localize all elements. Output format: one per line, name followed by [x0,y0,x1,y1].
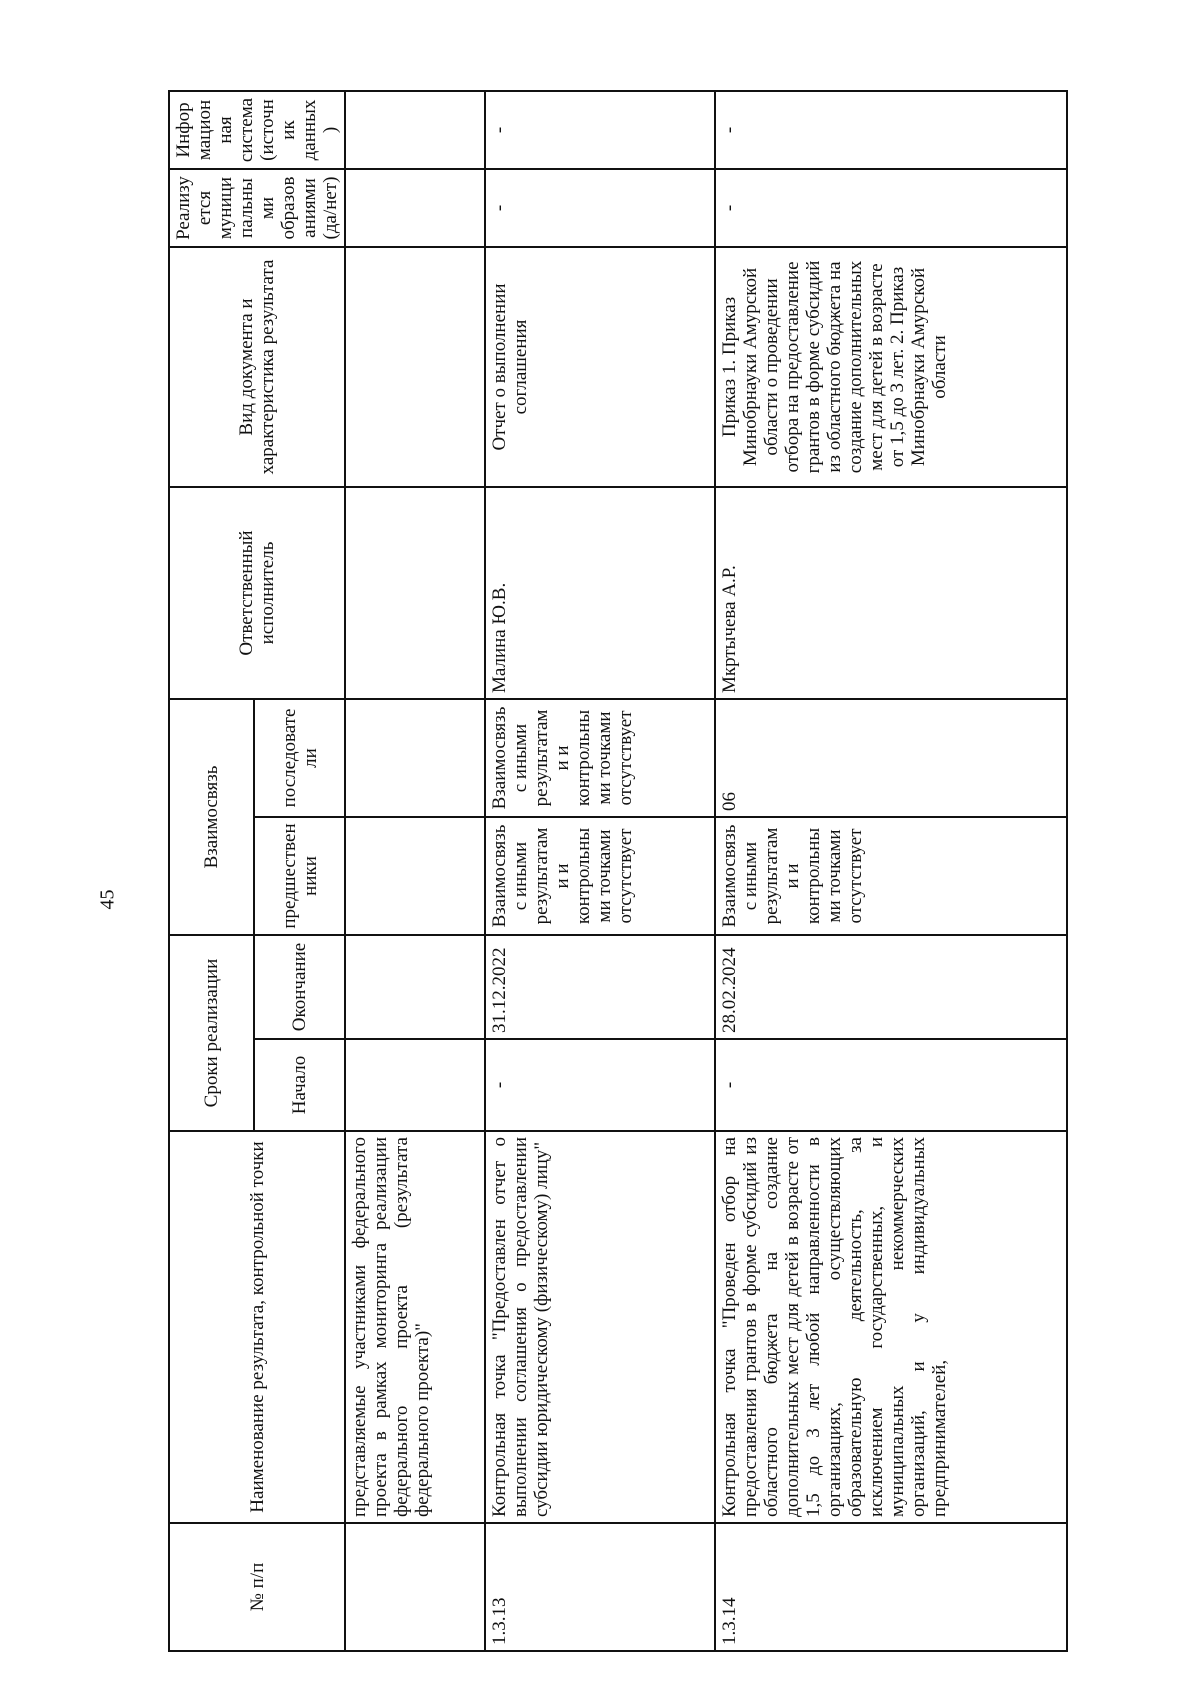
cell-doc [345,247,485,487]
cell-name: представляемые участниками федерального проекта в рамках мониторинга реализации федерального проекта (результата федерального проекта)" [345,1131,485,1523]
cell-doc: Отчет о выполнении соглашения [485,247,715,487]
schedule-table [168,90,1068,1652]
cell-predecessors [345,817,485,935]
cell-municipal: - [715,169,1067,247]
cell-responsible [345,487,485,699]
header-responsible: Ответственный исполнитель [169,487,345,699]
cell-end: 28.02.2024 [715,935,1067,1039]
header-row-1 [169,91,254,1651]
cell-name: Контрольная точка "Предоставлен отчет о выполнении соглашения о предоставлении субсидии юридическому (физическому) лицу" [485,1131,715,1523]
header-end: Окончание [254,935,345,1039]
cell-successors [345,699,485,817]
cell-end [345,935,485,1039]
cell-num: 1.3.13 [485,1523,715,1651]
header-successors: последователи [254,699,345,817]
cell-infosys [345,91,485,169]
cell-doc: Приказ 1. Приказ Минобрнауки Амурской области о проведении отбора на предоставление грантов в форме субсидий из областного бюджета на создание дополнительных мест для детей в возрасте от 1,5 до 3 лет. 2. Приказ Минобрнауки Амурской области [715,247,1067,487]
table-row [715,91,1067,1651]
cell-infosys: - [715,91,1067,169]
cell-responsible: Мкртычева А.Р. [715,487,1067,699]
cell-successors: 06 [715,699,1067,817]
header-doc: Вид документа и характеристика результата [169,247,345,487]
cell-num [345,1523,485,1651]
cell-name: Контрольная точка "Проведен отбор на предоставления грантов в форме субсидий из областного бюджета на создание дополнительных мест для детей в возрасте от 1,5 до 3 лет любой направленности в организациях, осуществляющих образовательную деятельность, за исключением государственных, и муниципальных некоммерческих организаций, и у индивидуальных предпринимателей, [715,1131,1067,1523]
header-name: Наименование результата, контрольной точки [169,1131,345,1523]
page-number: 45 [96,889,119,910]
header-start: Начало [254,1039,345,1131]
rotated-table-container [168,92,1068,1652]
cell-successors: Взаимосвязь с иными результатами и контрольными точками отсутствует [485,699,715,817]
cell-start: - [715,1039,1067,1131]
cell-end: 31.12.2022 [485,935,715,1039]
table-row [485,91,715,1651]
header-num: № п/п [169,1523,345,1651]
header-municipal: Реализуется муниципальными образованиями (да/нет) [169,169,345,247]
cell-predecessors: Взаимосвязь с иными результатами и контрольными точками отсутствует [715,817,1067,935]
cell-municipal: - [485,169,715,247]
cell-predecessors: Взаимосвязь с иными результатами и контрольными точками отсутствует [485,817,715,935]
cell-num: 1.3.14 [715,1523,1067,1651]
cell-infosys: - [485,91,715,169]
header-infosys: Информационная система (источник данных) [169,91,345,169]
cell-start: - [485,1039,715,1131]
header-relation: Взаимосвязь [169,699,254,935]
table-row [345,91,485,1651]
cell-municipal [345,169,485,247]
cell-start [345,1039,485,1131]
cell-responsible: Малина Ю.В. [485,487,715,699]
header-predecessors: предшественники [254,817,345,935]
header-terms: Сроки реализации [169,935,254,1131]
